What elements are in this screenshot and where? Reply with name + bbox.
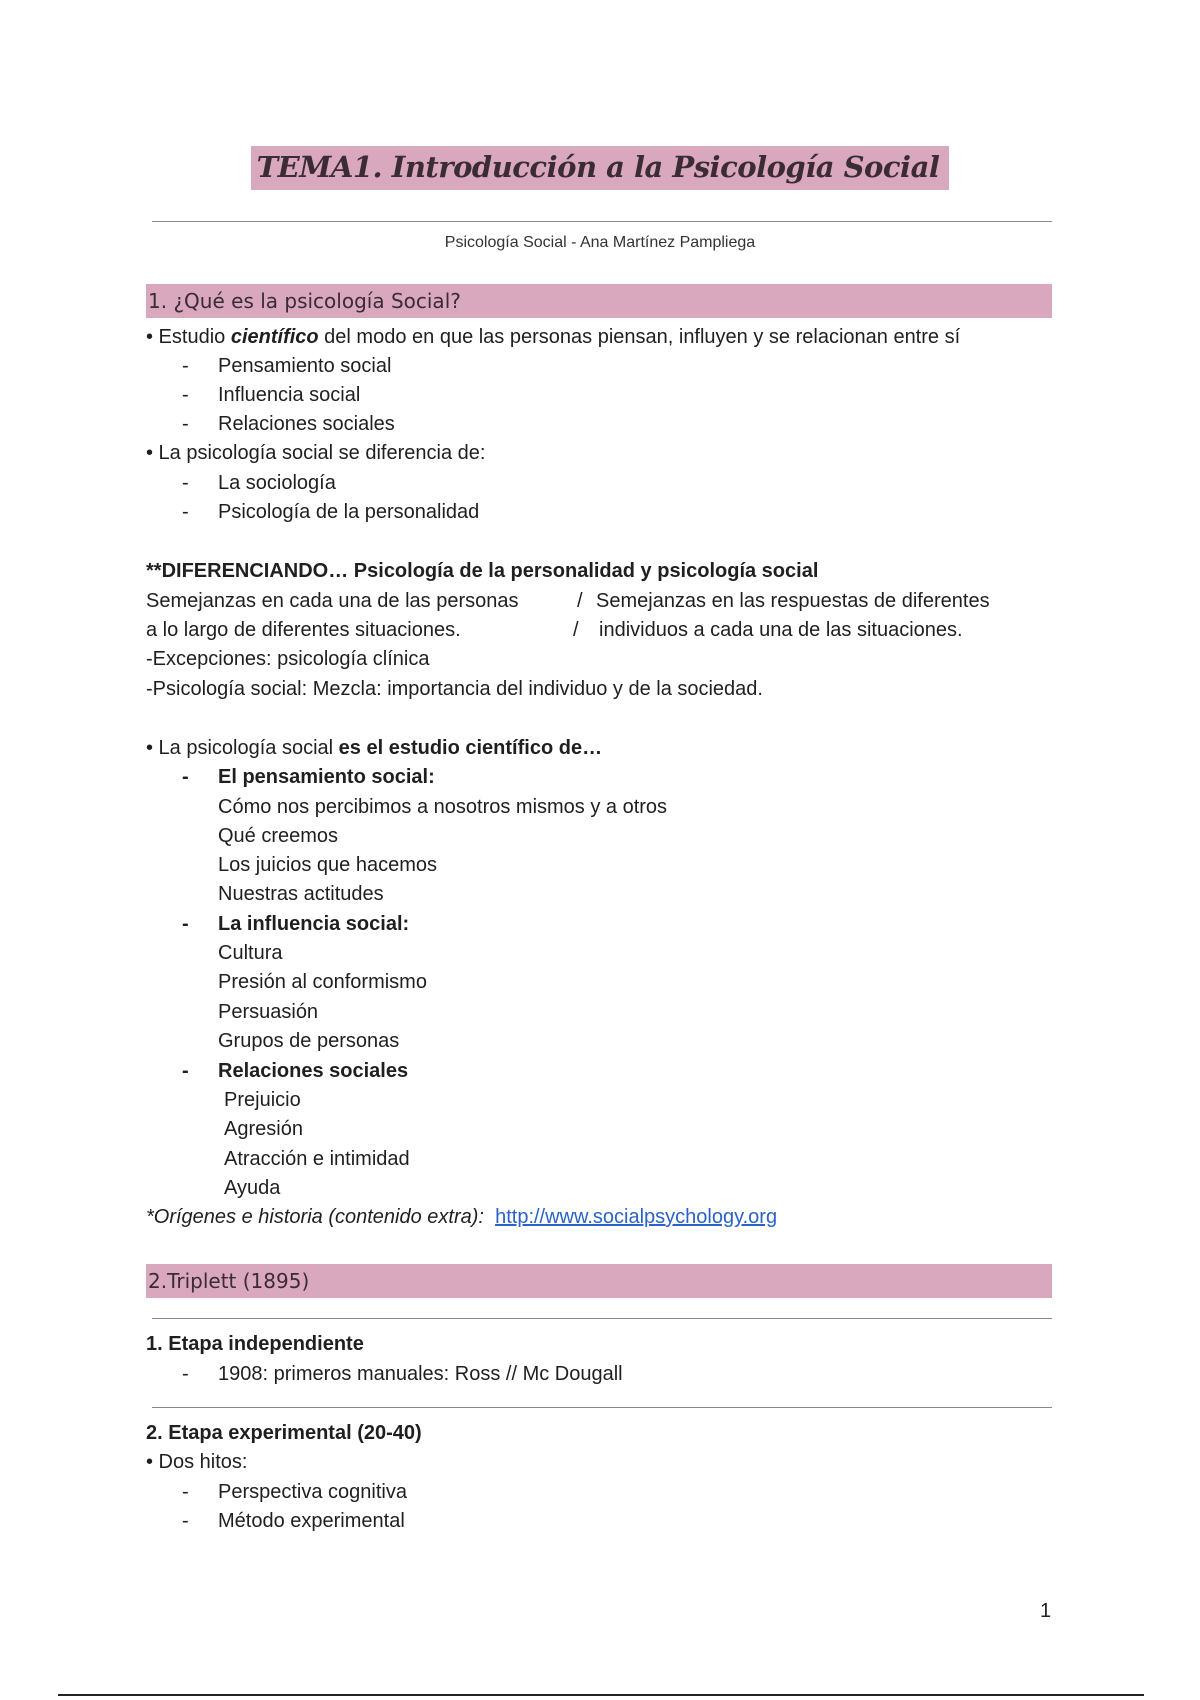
list-item: La sociología [218,472,336,494]
dash-bullet: - [182,501,189,523]
group-item: Cómo nos percibimos a nosotros mismos y a otros [218,796,668,818]
section-divider [152,1318,1052,1319]
list-item: Psicología de la personalidad [218,501,480,523]
page-number: 1 [1040,1600,1052,1622]
diff-separator: / [577,590,583,612]
title-rule [152,221,1052,222]
diff-row-2-left: a lo largo de diferentes situaciones. [146,619,461,641]
document-subtitle: Psicología Social - Ana Martínez Pampliega [444,234,756,251]
group-label: La influencia social: [218,913,410,935]
emphasis-cientifico: científico [230,326,319,348]
stage-2-intro: • Dos hitos: [146,1451,248,1473]
stage-1-title: 1. Etapa independiente [146,1333,364,1355]
group-item: Agresión [224,1118,303,1140]
list-item: Relaciones sociales [218,413,395,435]
list-item: Influencia social [218,384,361,406]
diff-row-1-right: Semejanzas en las respuestas de diferentes [596,590,990,612]
document-title: TEMA1. Introducción a la Psicología Social [251,146,950,190]
group-item: Los juicios que hacemos [218,854,438,876]
dash-bullet: - [182,472,189,494]
dash-bullet: - [182,1510,189,1532]
difference-intro: • La psicología social se diferencia de: [146,442,486,464]
group-item: Prejuicio [224,1089,301,1111]
group-item: Qué creemos [218,825,339,847]
stage-2-item: Perspectiva cognitiva [218,1481,407,1503]
title-wrapper [0,146,1200,190]
diff-heading: **DIFERENCIANDO… Psicología de la personalidad y psicología social [146,560,819,582]
stage-2-title: 2. Etapa experimental (20-40) [146,1422,422,1444]
origins-label: *Orígenes e historia (contenido extra): [146,1206,484,1228]
origins-link[interactable]: http://www.socialpsychology.org [495,1206,778,1228]
group-item: Ayuda [224,1177,281,1199]
dash-bullet: - [182,1481,189,1503]
dash-bullet: - [182,766,189,788]
exceptions-line: -Excepciones: psicología clínica [146,648,430,670]
stage-1-item: 1908: primeros manuales: Ross // Mc Dougall [218,1363,623,1385]
group-item: Presión al conformismo [218,971,427,993]
group-item: Atracción e intimidad [224,1148,410,1170]
group-label: El pensamiento social: [218,766,435,788]
dash-bullet: - [182,355,189,377]
stage-2-item: Método experimental [218,1510,405,1532]
origins-line [146,1205,777,1229]
definition-line: • Estudio científico del modo en que las personas piensan, influyen y se relacionan entre sí [146,326,961,348]
study-intro: • La psicología social es el estudio científico de… [146,737,603,759]
group-item: Cultura [218,942,283,964]
group-item: Persuasión [218,1001,319,1023]
diff-row-1-left: Semejanzas en cada una de las personas [146,590,519,612]
dash-bullet: - [182,384,189,406]
section-divider [152,1407,1052,1408]
diff-separator: / [573,619,579,641]
dash-bullet: - [182,1060,189,1082]
group-item: Grupos de personas [218,1030,400,1052]
dash-bullet: - [182,413,189,435]
list-item: Pensamiento social [218,355,392,377]
section-1-heading: 1. ¿Qué es la psicología Social? [146,284,1052,318]
mix-line: -Psicología social: Mezcla: importancia del individuo y de la sociedad. [146,678,763,700]
section-2-heading: 2.Triplett (1895) [146,1264,1052,1298]
group-item: Nuestras actitudes [218,883,384,905]
footer-rule [58,1694,1144,1696]
diff-row-2-right: individuos a cada una de las situaciones. [599,619,963,641]
dash-bullet: - [182,1363,189,1385]
dash-bullet: - [182,913,189,935]
group-label: Relaciones sociales [218,1060,409,1082]
